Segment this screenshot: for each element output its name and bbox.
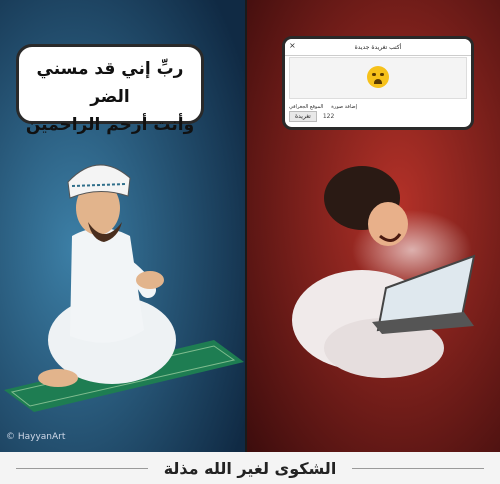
man-hands (136, 271, 164, 289)
prayer-line-2: وأنت أرحم الراحمين (25, 115, 195, 135)
location-button[interactable]: الموقع الجغرافي (289, 104, 324, 110)
post-button[interactable]: تغريدة (289, 111, 317, 122)
caption-bar (0, 452, 500, 484)
caption-text: الشكوى لغير الله مذلة (163, 458, 337, 478)
close-icon[interactable]: × (289, 41, 296, 50)
char-count: 122 (322, 112, 335, 120)
post-text-area[interactable] (289, 57, 467, 99)
prayer-speech-bubble (16, 44, 204, 135)
artist-watermark: © HayyanArt (6, 432, 66, 442)
dialog-footer (289, 109, 467, 123)
crying-emoji-icon (367, 66, 389, 88)
new-post-dialog (282, 36, 474, 130)
prayer-line-1: ربِّ إني قد مسني الضر (36, 59, 184, 107)
caption-rule-left (16, 468, 148, 469)
dialog-titlebar (285, 39, 471, 56)
dialog-title: أكتب تغريدة جديدة (354, 43, 402, 51)
add-photo-button[interactable]: إضافة صورة (331, 104, 357, 110)
caption-rule-right (352, 468, 484, 469)
man-feet (38, 369, 78, 387)
